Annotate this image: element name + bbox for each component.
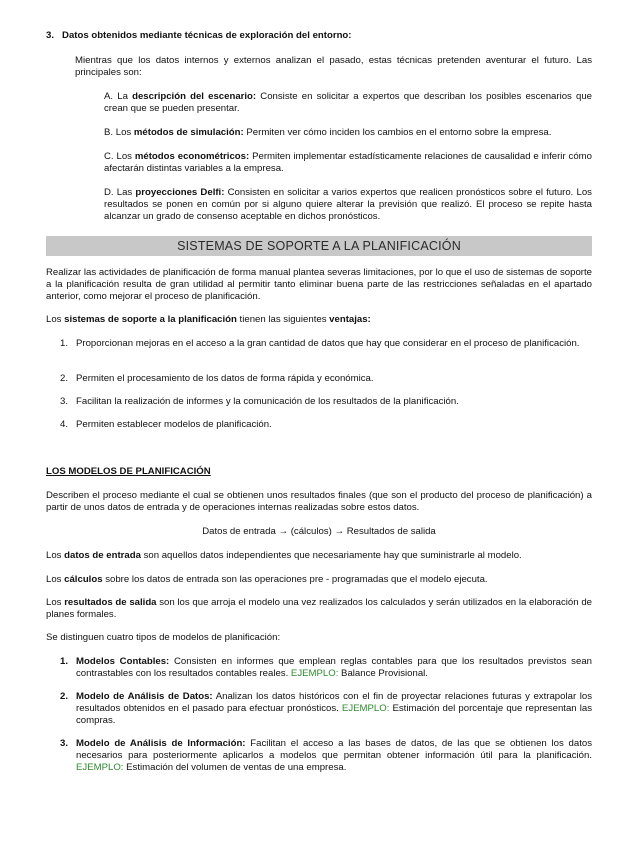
list-item-d: D. Las proyecciones Delfi: Consisten en solicitar a varios expertos que realicen pronósticos sobre el futuro. Los resultados se ponen en común por si alguno quiere alterar la previsión que realizó. El proceso se repite hasta alcanzar un grado de consenso aceptable en dichos pronósticos. bbox=[104, 187, 592, 223]
tipo-item-2: 2. Modelo de Análisis de Datos: Analizan los datos históricos con el fin de proyectar relaciones futuras y extrapolar los resultados obtenidos en el pasado para efectuar pronósticos. EJEMPLO: Estimación del porcentaje que representan las compras. bbox=[60, 691, 592, 727]
list-item-b: B. Los métodos de simulación: Permiten ver cómo inciden los cambios en el entorno sobre la empresa. bbox=[104, 127, 552, 138]
paragraph-resultados-salida: Los resultados de salida son los que arroja el modelo una vez realizados los calculados y serán utilizados en la elaboración de planes formales. bbox=[46, 597, 592, 621]
paragraph-datos-entrada: Los datos de entrada son aquellos datos independientes que necesariamente hay que suministrarle al modelo. bbox=[46, 550, 522, 561]
modelos-intro: Describen el proceso mediante el cual se obtienen unos resultados finales (que son el producto del proceso de planificación) a partir de unos datos de entrada y de operaciones internas realizadas sobre estos datos. bbox=[46, 490, 592, 514]
section-number: 3. bbox=[46, 30, 55, 41]
ventaja-item-4: 4. Permiten establecer modelos de planificación. bbox=[60, 419, 272, 430]
list-item-c: C. Los métodos econométricos: Permiten implementar estadísticamente relaciones de causalidad e inferir cómo afectarán distintas variables a la empresa. bbox=[104, 151, 592, 175]
tipo-item-3: 3. Modelo de Análisis de Información: Facilitan el acceso a las bases de datos, de las que se obtienen los datos necesarios para posteriormente aplicarlos a modelos que permitan obtener información útil para la planificación. EJEMPLO: Estimación del volumen de ventas de una empresa. bbox=[60, 738, 592, 774]
tipo-item-1: 1. Modelos Contables: Consisten en informes que emplean reglas contables para que los resultados previstos sean contrastables con los resultados contables reales. EJEMPLO: Balance Provisional. bbox=[60, 656, 592, 680]
term: proyecciones Delfi: bbox=[135, 187, 225, 198]
tipos-intro: Se distinguen cuatro tipos de modelos de planificación: bbox=[46, 632, 281, 643]
section-title: Datos obtenidos mediante técnicas de exploración del entorno: bbox=[62, 30, 352, 41]
ventaja-item-2: 2. Permiten el procesamiento de los datos de forma rápida y económica. bbox=[60, 373, 374, 384]
example-label: EJEMPLO: bbox=[341, 703, 390, 715]
paragraph-calculos: Los cálculos sobre los datos de entrada son las operaciones pre - programadas que el modelo ejecuta. bbox=[46, 574, 488, 585]
example-label: EJEMPLO: bbox=[290, 668, 339, 680]
section-banner: SISTEMAS DE SOPORTE A LA PLANIFICACIÓN bbox=[46, 236, 592, 256]
sistemas-intro: Realizar las actividades de planificación de forma manual plantea severas limitaciones, por lo que el uso de sistemas de soporte a la planificación resulta de gran utilidad al permitir tanto eliminar buena parte de las restricciones señaladas en el apartado anterior, como mejorar el proceso de planificación. bbox=[46, 267, 592, 303]
term: descripción del escenario: bbox=[132, 91, 257, 102]
section-3-heading bbox=[46, 30, 606, 42]
section-3-intro: Mientras que los datos internos y externos analizan el pasado, estas técnicas pretenden aventurar el futuro. Las principales son: bbox=[75, 55, 592, 79]
example-label: EJEMPLO: bbox=[76, 762, 124, 774]
modelos-formula: Datos de entrada → (cálculos) → Resultados de salida bbox=[202, 526, 436, 537]
ventajas-lead: Los sistemas de soporte a la planificación tienen las siguientes ventajas: bbox=[46, 314, 371, 325]
ventaja-item-3: 3. Facilitan la realización de informes y la comunicación de los resultados de la planificación. bbox=[60, 396, 459, 407]
modelos-heading: LOS MODELOS DE PLANIFICACIÓN bbox=[46, 466, 211, 477]
ventaja-item-1: 1. Proporcionan mejoras en el acceso a la gran cantidad de datos que hay que considerar en el proceso de planificación. bbox=[60, 338, 580, 349]
list-item-a: A. La descripción del escenario: Consiste en solicitar a expertos que describan los posibles escenarios que crean que se pueden presentar. bbox=[104, 91, 593, 115]
term: métodos de simulación: bbox=[133, 127, 244, 138]
term: métodos econométricos: bbox=[134, 151, 250, 162]
